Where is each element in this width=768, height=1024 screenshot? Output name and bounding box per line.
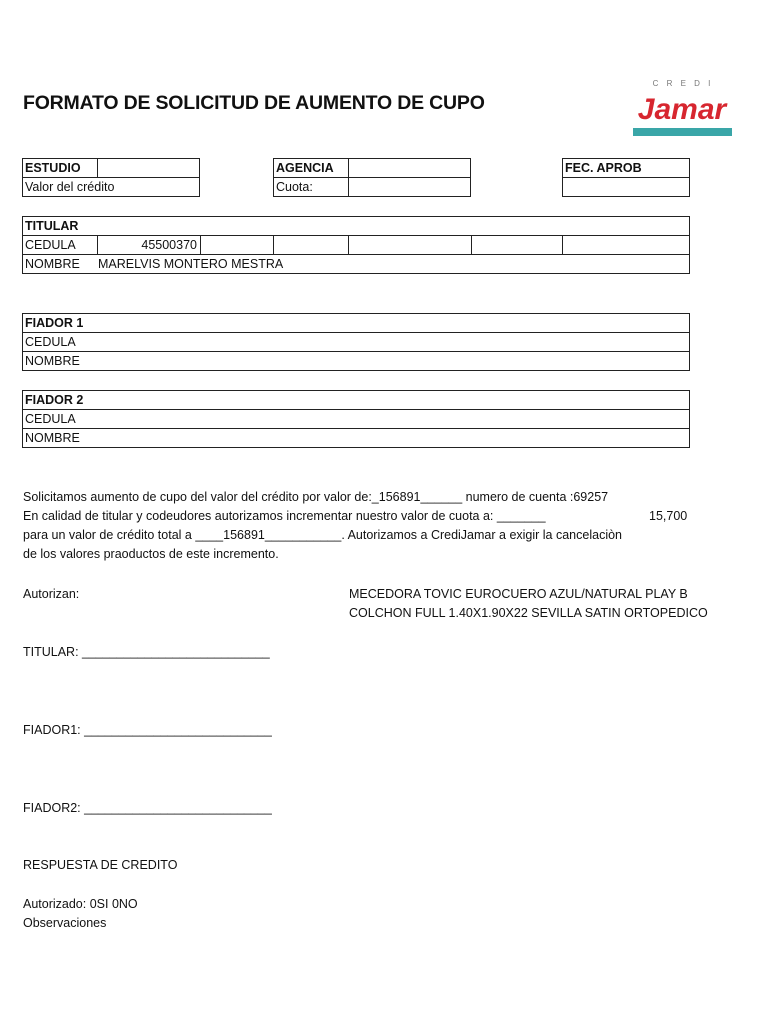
titular-empty-cell-4 xyxy=(471,235,563,255)
titular-heading: TITULAR xyxy=(22,216,690,236)
request-line-4: de los valores praoductos de este incremento. xyxy=(23,547,279,561)
titular-signature-line[interactable]: TITULAR: ___________________________ xyxy=(23,645,270,659)
product-line-1: MECEDORA TOVIC EUROCUERO AZUL/NATURAL PLAY B xyxy=(349,587,688,601)
titular-cedula-value: 45500370 xyxy=(97,235,201,255)
fiador1-signature-line[interactable]: FIADOR1: ___________________________ xyxy=(23,723,272,737)
svg-text:Jamar: Jamar xyxy=(637,93,727,126)
titular-empty-cell-1 xyxy=(200,235,274,255)
agencia-label: AGENCIA xyxy=(273,158,349,178)
estudio-label: ESTUDIO xyxy=(22,158,98,178)
fiador2-cedula-row: CEDULA xyxy=(22,409,690,429)
estudio-field[interactable] xyxy=(97,158,200,178)
cuota-field[interactable] xyxy=(348,177,471,197)
titular-nombre-label: NOMBRE xyxy=(25,257,80,271)
fiador1-heading: FIADOR 1 xyxy=(22,313,690,333)
svg-text:C R E D I: C R E D I xyxy=(652,79,714,88)
cuota-value: 15,700 xyxy=(649,509,688,523)
request-line-1: Solicitamos aumento de cupo del valor del crédito por valor de:_156891______ numero de cuenta :69257 xyxy=(23,490,609,504)
autorizado-options[interactable]: Autorizado: 0SI 0NO xyxy=(23,897,138,911)
request-line-2: En calidad de titular y codeudores autorizamos incrementar nuestro valor de cuota a: _______ xyxy=(23,509,546,523)
titular-empty-cell-3 xyxy=(348,235,472,255)
fiador2-heading: FIADOR 2 xyxy=(22,390,690,410)
fiador2-signature-line[interactable]: FIADOR2: ___________________________ xyxy=(23,801,272,815)
titular-empty-cell-2 xyxy=(273,235,349,255)
product-line-2: COLCHON FULL 1.40X1.90X22 SEVILLA SATIN ORTOPEDICO xyxy=(349,606,708,620)
fiador2-nombre-row: NOMBRE xyxy=(22,428,690,448)
valor-credito-label: Valor del crédito xyxy=(22,177,200,197)
fec-aprob-label: FEC. APROB xyxy=(562,158,690,178)
page-title: FORMATO DE SOLICITUD DE AUMENTO DE CUPO xyxy=(23,92,485,114)
fiador1-nombre-row: NOMBRE xyxy=(22,351,690,371)
titular-cedula-label: CEDULA xyxy=(22,235,98,255)
respuesta-heading: RESPUESTA DE CREDITO xyxy=(23,858,178,872)
titular-nombre-value: MARELVIS MONTERO MESTRA xyxy=(98,257,284,271)
request-line-3: para un valor de crédito total a ____156891___________. Autorizamos a CrediJamar a exigir la cancelaciòn xyxy=(23,528,622,542)
titular-empty-cell-5 xyxy=(562,235,690,255)
cuota-label: Cuota: xyxy=(273,177,349,197)
observaciones-label: Observaciones xyxy=(23,916,107,930)
fiador1-cedula-row: CEDULA xyxy=(22,332,690,352)
credijamar-logo xyxy=(633,74,732,136)
autorizan-label: Autorizan: xyxy=(23,587,80,601)
titular-nombre-row xyxy=(22,254,690,274)
agencia-field[interactable] xyxy=(348,158,471,178)
fec-aprob-field[interactable] xyxy=(562,177,690,197)
